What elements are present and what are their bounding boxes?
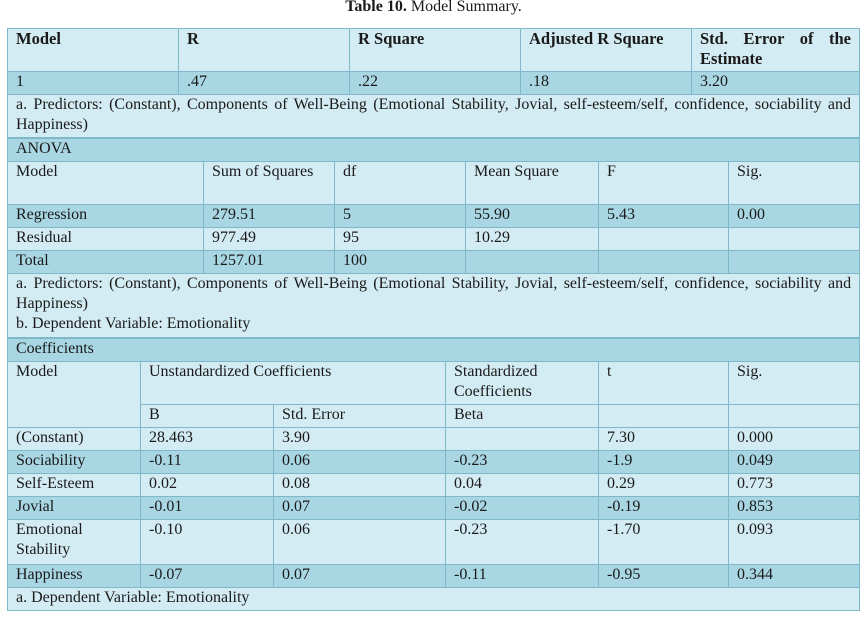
cell: -0.07 — [141, 565, 274, 588]
cell — [466, 251, 599, 274]
anova-title-row — [8, 139, 860, 162]
table-row — [8, 520, 860, 565]
table-row — [8, 251, 860, 274]
cell: 0.07 — [274, 565, 446, 588]
cell: 0.02 — [141, 474, 274, 497]
cell: Emotional Stability — [8, 520, 141, 565]
table-row — [8, 228, 860, 251]
cell: 0.06 — [274, 451, 446, 474]
subheader-beta: Beta — [446, 405, 599, 428]
subheader-std-error: Std. Error — [274, 405, 446, 428]
cell: 0.093 — [729, 520, 860, 565]
header-adjusted-r-square: Adjusted R Square — [521, 29, 692, 72]
cell — [446, 428, 599, 451]
cell — [599, 405, 729, 428]
cell: 0.29 — [599, 474, 729, 497]
cell: 0.853 — [729, 497, 860, 520]
cell: 5.43 — [599, 205, 729, 228]
anova-title: ANOVA — [8, 139, 860, 162]
cell: 5 — [335, 205, 466, 228]
caption-text: Model Summary. — [410, 0, 522, 15]
cell: .22 — [350, 72, 521, 95]
table-container — [7, 28, 859, 611]
cell: 100 — [335, 251, 466, 274]
cell: -0.02 — [446, 497, 599, 520]
cell: .18 — [521, 72, 692, 95]
header-standardized-coefficients: Standardized Coefficients — [446, 362, 599, 405]
cell — [599, 251, 729, 274]
cell: 0.06 — [274, 520, 446, 565]
predictors-note: a. Predictors: (Constant), Components of Well-Being (Emotional Stability, Jovial, self-esteem/self, confidence, sociability and Happiness) — [16, 275, 852, 312]
dependent-variable-note: a. Dependent Variable: Emotionality — [8, 588, 860, 611]
header-r: R — [179, 29, 350, 72]
header-model: Model — [8, 162, 204, 205]
cell: Jovial — [8, 497, 141, 520]
header-sig: Sig. — [729, 162, 860, 205]
cell: Sociability — [8, 451, 141, 474]
subheader-b: B — [141, 405, 274, 428]
header-df: df — [335, 162, 466, 205]
cell: (Constant) — [8, 428, 141, 451]
cell: -0.10 — [141, 520, 274, 565]
header-r-square: R Square — [350, 29, 521, 72]
note-row — [8, 95, 860, 138]
cell: 3.90 — [274, 428, 446, 451]
anova-table — [7, 138, 860, 338]
table-row — [8, 451, 860, 474]
header-f: F — [599, 162, 729, 205]
cell: -0.19 — [599, 497, 729, 520]
header-model: Model — [8, 29, 179, 72]
header-sig: Sig. — [729, 362, 860, 405]
coefficients-header-row — [8, 362, 860, 405]
cell — [729, 228, 860, 251]
cell: Regression — [8, 205, 204, 228]
cell: Happiness — [8, 565, 141, 588]
header-unstandardized-coefficients: Unstandardized Coefficients — [141, 362, 446, 405]
cell: .47 — [179, 72, 350, 95]
table-row — [8, 565, 860, 588]
cell: 1257.01 — [204, 251, 335, 274]
coefficients-title-row — [8, 339, 860, 362]
cell: Self-Esteem — [8, 474, 141, 497]
model-summary-table — [7, 28, 860, 138]
cell: 0.344 — [729, 565, 860, 588]
coefficients-title: Coefficients — [8, 339, 860, 362]
note-row — [8, 274, 860, 338]
cell: 0.04 — [446, 474, 599, 497]
cell: 55.90 — [466, 205, 599, 228]
header-model: Model — [8, 362, 141, 428]
cell: 3.20 — [692, 72, 860, 95]
header-mean-square: Mean Square — [466, 162, 599, 205]
cell: 28.463 — [141, 428, 274, 451]
table-row — [8, 497, 860, 520]
anova-notes — [8, 274, 860, 338]
note-row — [8, 588, 860, 611]
cell — [729, 405, 860, 428]
cell: -0.11 — [141, 451, 274, 474]
cell: 977.49 — [204, 228, 335, 251]
header-sum-of-squares: Sum of Squares — [204, 162, 335, 205]
cell: -0.23 — [446, 451, 599, 474]
cell: 7.30 — [599, 428, 729, 451]
coefficients-table — [7, 338, 860, 611]
table-caption — [0, 0, 867, 18]
cell: -0.23 — [446, 520, 599, 565]
anova-header-row — [8, 162, 860, 205]
table-row — [8, 474, 860, 497]
cell: 1 — [8, 72, 179, 95]
cell — [729, 251, 860, 274]
cell: 0.07 — [274, 497, 446, 520]
cell: 0.00 — [729, 205, 860, 228]
dependent-variable-note: b. Dependent Variable: Emotionality — [16, 315, 251, 332]
caption-label: Table 10. — [345, 0, 407, 15]
cell: 0.773 — [729, 474, 860, 497]
cell: 95 — [335, 228, 466, 251]
cell — [599, 228, 729, 251]
cell: -0.01 — [141, 497, 274, 520]
cell: -1.9 — [599, 451, 729, 474]
table-row — [8, 428, 860, 451]
table-row — [8, 72, 860, 95]
cell: -0.95 — [599, 565, 729, 588]
cell: Residual — [8, 228, 204, 251]
cell: Total — [8, 251, 204, 274]
model-summary-header-row — [8, 29, 860, 72]
predictors-note: a. Predictors: (Constant), Components of Well-Being (Emotional Stability, Jovial, self-esteem/self, confidence, sociability and Happiness) — [8, 95, 860, 138]
cell: 279.51 — [204, 205, 335, 228]
table-row — [8, 205, 860, 228]
cell: -1.70 — [599, 520, 729, 565]
cell: 0.08 — [274, 474, 446, 497]
cell: -0.11 — [446, 565, 599, 588]
header-std-error-estimate: Std. Error of the Estimate — [692, 29, 860, 72]
cell: 0.049 — [729, 451, 860, 474]
cell: 10.29 — [466, 228, 599, 251]
cell: 0.000 — [729, 428, 860, 451]
header-t: t — [599, 362, 729, 405]
